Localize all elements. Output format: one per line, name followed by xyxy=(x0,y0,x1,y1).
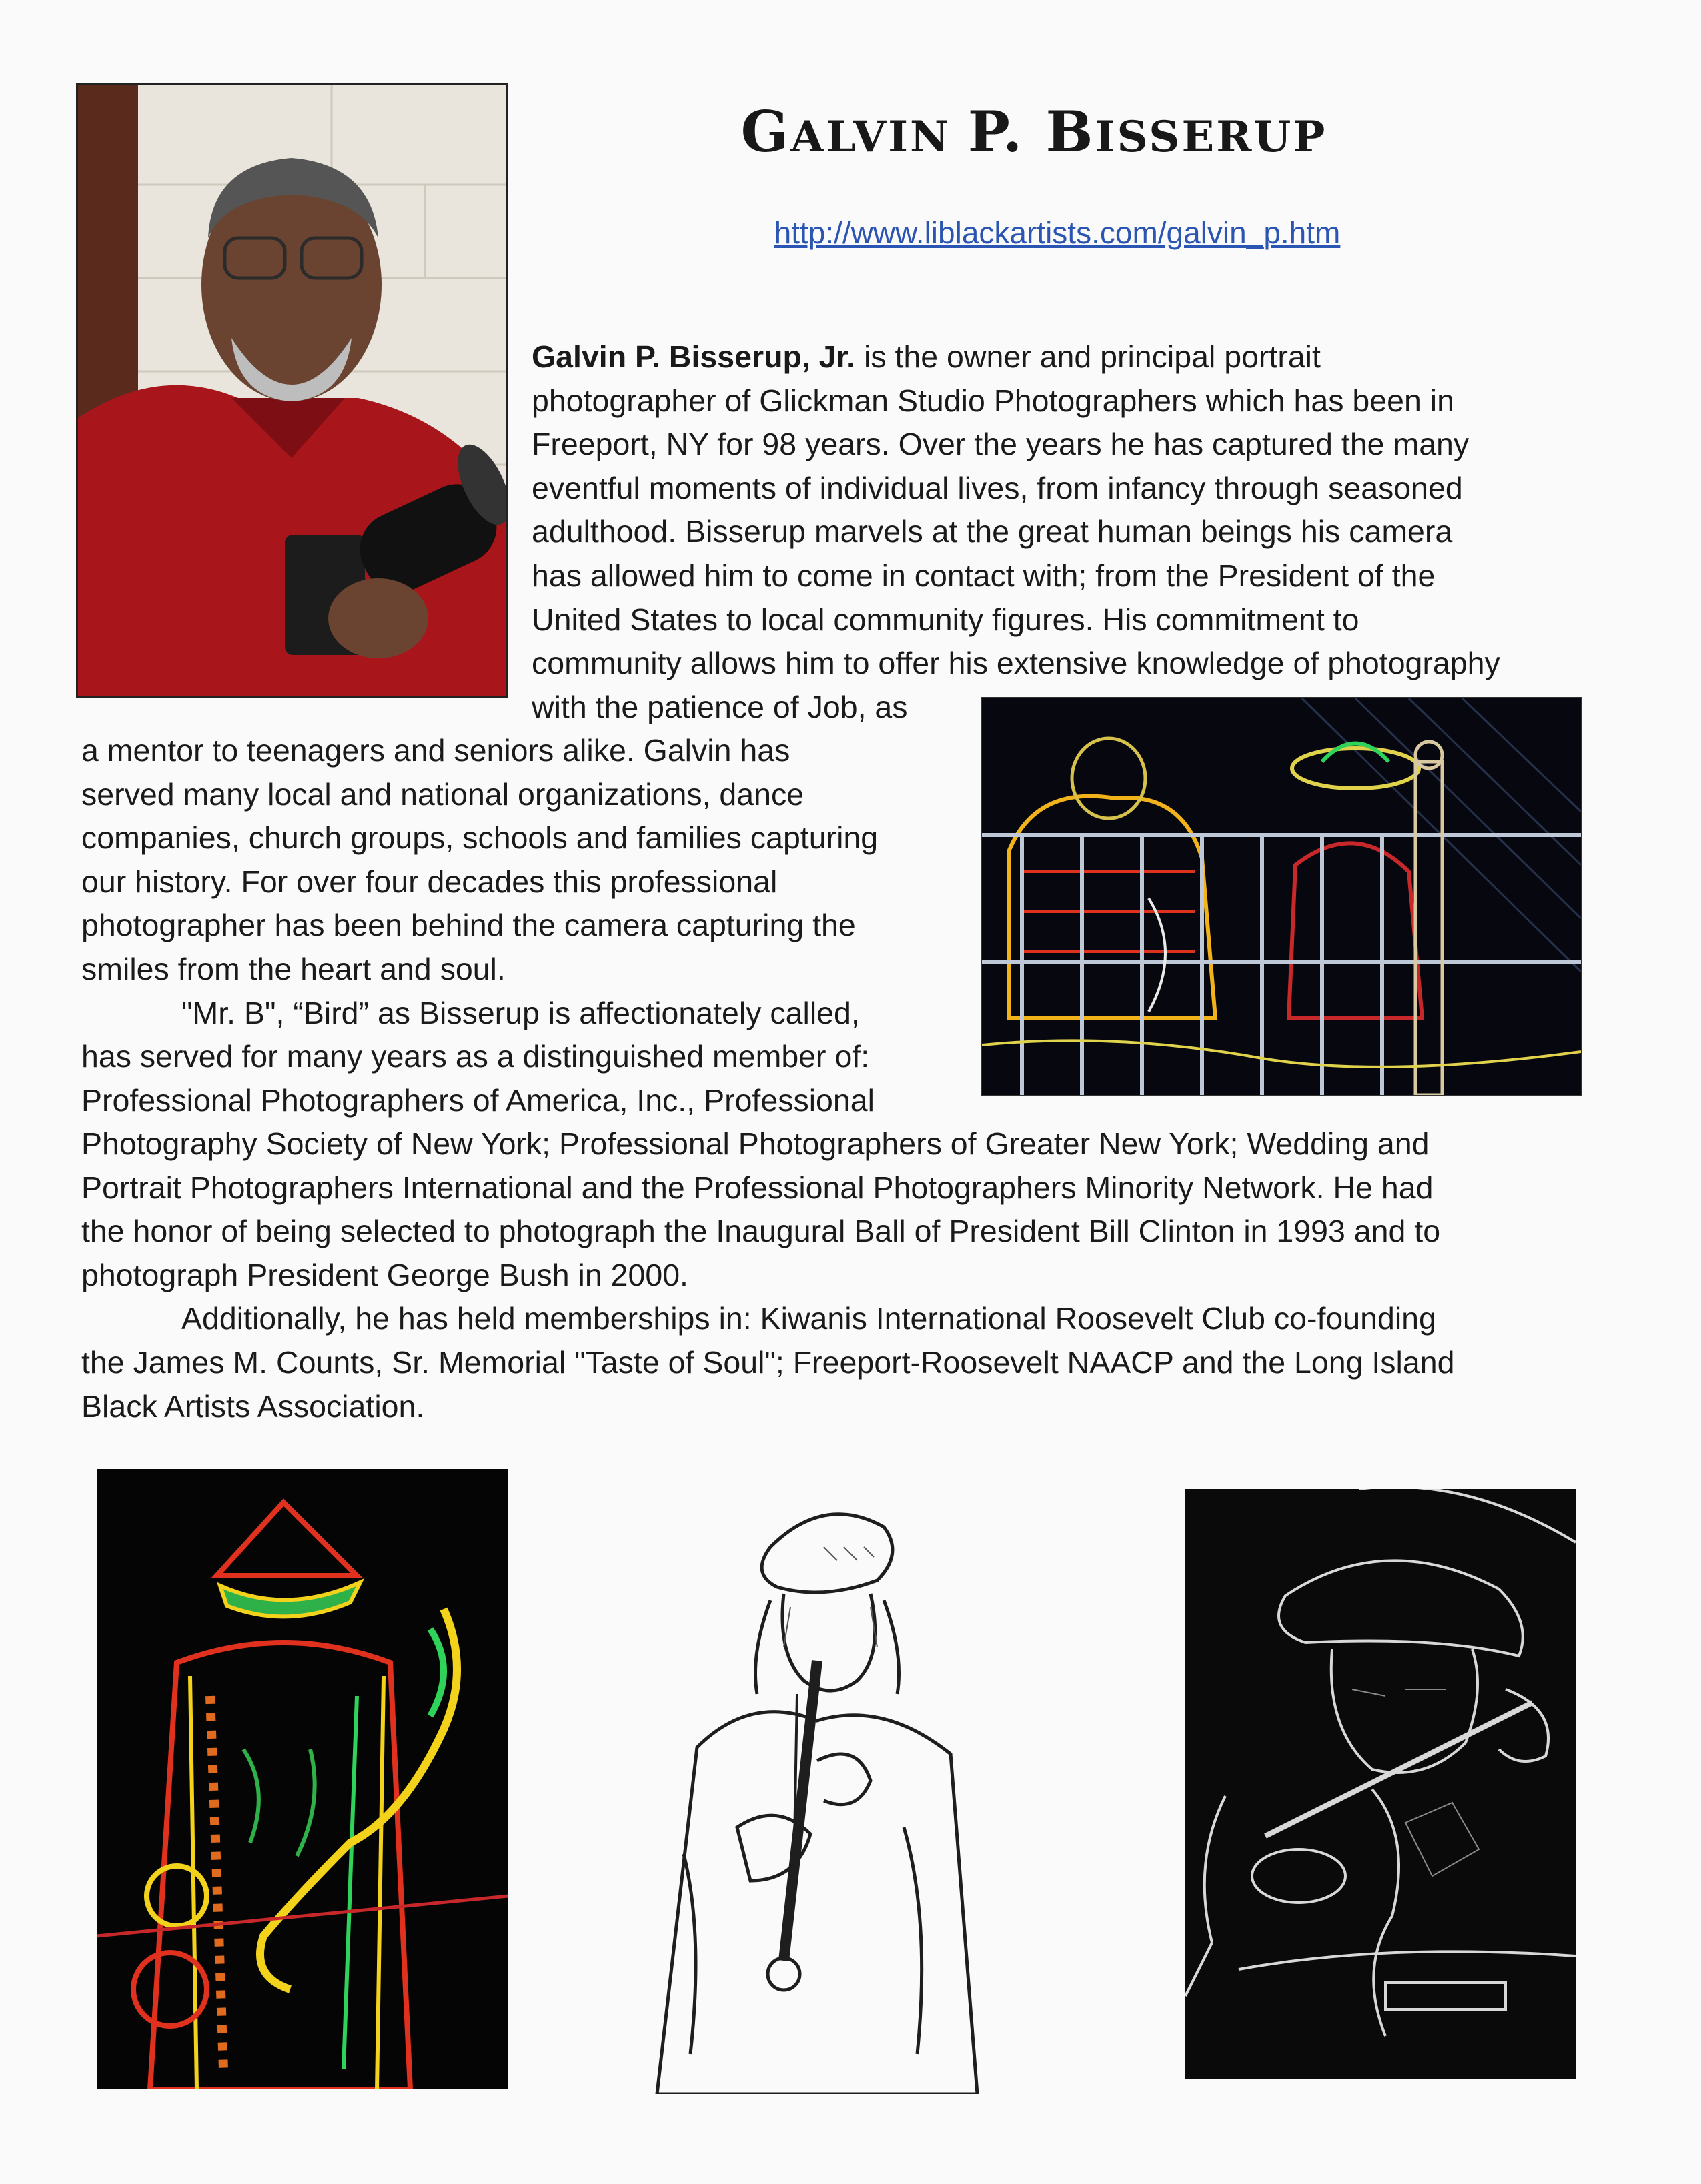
inverted-trumpeter-photo xyxy=(1185,1489,1576,2079)
portrait-photo xyxy=(76,83,508,698)
page-title: GALVIN P. BISSERUP xyxy=(740,99,1327,165)
bio-line: with the patience of Job, as xyxy=(532,689,908,724)
bio-line: smiles from the heart and soul. xyxy=(81,951,506,986)
bio-line: Portrait Photographers International and the Professional Photographers Minority Network. He had xyxy=(81,1170,1434,1205)
bio-line: the James M. Counts, Sr. Memorial "Taste of Soul"; Freeport-Roosevelt NAACP and the Long Island xyxy=(81,1344,1455,1380)
bio-paragraph-intro xyxy=(532,335,1500,729)
neon-saxophonist-photo xyxy=(97,1469,508,2089)
bio-paragraph-memberships xyxy=(81,1122,1454,1428)
bio-line: served many local and national organizations, dance xyxy=(81,776,804,812)
bio-line: photographer has been behind the camera capturing the xyxy=(81,908,856,943)
bio-line: "Mr. B", “Bird” as Bisserup is affectionately called, xyxy=(181,995,860,1030)
bio-line: our history. For over four decades this professional xyxy=(81,864,778,899)
bio-line: community allows him to offer his extensive knowledge of photography xyxy=(532,646,1500,681)
bio-line: Professional Photographers of America, Inc., Professional xyxy=(81,1082,875,1118)
website-link[interactable]: http://www.liblackartists.com/galvin_p.htm xyxy=(774,215,1341,250)
bio-line: Photography Society of New York; Professional Photographers of Greater New York; Wedding and xyxy=(81,1126,1430,1161)
bio-line: Black Artists Association. xyxy=(81,1388,425,1424)
bio-line: the honor of being selected to photograph the Inaugural Ball of President Bill Clinton in 1993 and to xyxy=(81,1214,1441,1249)
bio-line: Additionally, he has held memberships in: Kiwanis International Roosevelt Club co-founding xyxy=(181,1301,1436,1336)
bio-line: photographer of Glickman Studio Photographers which has been in xyxy=(532,383,1454,418)
bio-line: has served for many years as a distinguished member of: xyxy=(81,1039,870,1074)
bio-line: Galvin P. Bisserup, Jr. is the owner and principal portrait xyxy=(532,339,1321,374)
bio-line: photograph President George Bush in 2000. xyxy=(81,1257,688,1292)
bio-line: companies, church groups, schools and families capturing xyxy=(81,820,879,856)
bio-line: eventful moments of individual lives, from infancy through seasoned xyxy=(532,470,1463,505)
bio-line: a mentor to teenagers and seniors alike. Galvin has xyxy=(81,733,790,768)
bio-line: has allowed him to come in contact with; from the President of the xyxy=(532,558,1436,593)
bio-line: Freeport, NY for 98 years. Over the years he has captured the many xyxy=(532,427,1470,462)
neon-musicians-photo xyxy=(981,697,1582,1096)
bio-line: United States to local community figures. His commitment to xyxy=(532,602,1359,637)
bio-name: Galvin P. Bisserup, Jr. xyxy=(532,339,856,374)
bio-line: adulthood. Bisserup marvels at the great human beings his camera xyxy=(532,514,1453,550)
bio-paragraph-middle xyxy=(81,729,878,1122)
sketch-sax-player-photo xyxy=(617,1454,1037,2094)
